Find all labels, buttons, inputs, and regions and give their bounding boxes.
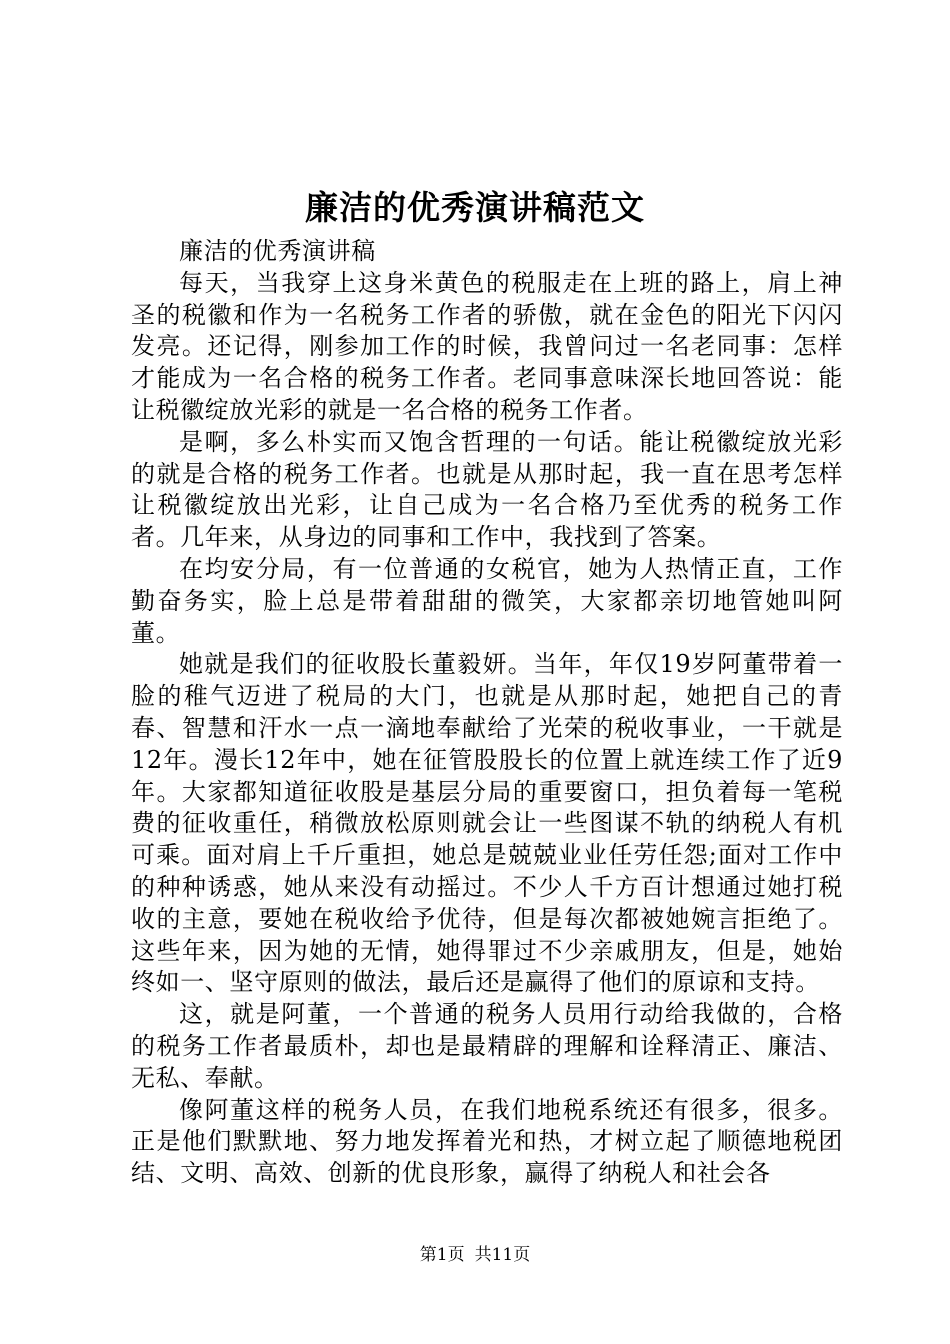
paragraph-heading: 廉洁的优秀演讲稿: [179, 237, 376, 265]
paragraph: 像阿董这样的税务人员，在我们地税系统还有很多，很多。正是他们默默地、努力地发挥着光和热，才树立起了顺德地税团结、文明、高效、创新的优良形象，赢得了纳税人和社会各: [131, 1095, 843, 1188]
page-footer: [0, 1243, 950, 1267]
document-title: 廉洁的优秀演讲稿范文: [305, 188, 645, 227]
paragraph: 她就是我们的征收股长董毅妍。当年，年仅19岁阿董带着一脸的稚气迈进了税局的大门，也就是从那时起，她把自己的青春、智慧和汗水一点一滴地奉献给了光荣的税收事业，一干就是12年。漫长12年中，她在征管股股长的位置上就连续工作了近9年。大家都知道征收股是基层分局的重要窗口，担负着每一笔税费的征收重任，稍微放松原则就会让一些图谋不轨的纳税人有机可乘。面对肩上千斤重担，她总是兢兢业业任劳任怨;面对工作中的种种诱惑，她从来没有动摇过。不少人千方百计想通过她打税收的主意，要她在税收给予优待，但是每次都被她婉言拒绝了。这些年来，因为她的无情，她得罪过不少亲戚朋友，但是，她始终如一、坚守原则的做法，最后还是赢得了他们的原谅和支持。: [131, 650, 843, 997]
paragraph: 在均安分局，有一位普通的女税官，她为人热情正直，工作勤奋务实，脸上总是带着甜甜的微笑，大家都亲切地管她叫阿董。: [131, 554, 843, 647]
paragraph: 是啊，多么朴实而又饱含哲理的一句话。能让税徽绽放光彩的就是合格的税务工作者。也就是从那时起，我一直在思考怎样让税徽绽放出光彩，让自己成为一名合格乃至优秀的税务工作者。几年来，从身边的同事和工作中，我找到了答案。: [131, 427, 843, 552]
document-body: [131, 236, 843, 1190]
paragraph: 这，就是阿董，一个普通的税务人员用行动给我做的，合格的税务工作者最质朴，却也是最精辟的理解和诠释清正、廉洁、无私、奉献。: [131, 1000, 843, 1092]
page-total: 共11页: [474, 1245, 531, 1265]
page-number: 第1页: [419, 1245, 465, 1265]
paragraph: 每天，当我穿上这身米黄色的税服走在上班的路上，肩上神圣的税徽和作为一名税务工作者的骄傲，就在金色的阳光下闪闪发亮。还记得，刚参加工作的时候，我曾问过一名老同事：怎样才能成为一名合格的税务工作者。老同事意味深长地回答说：能让税徽绽放光彩的就是一名合格的税务工作者。: [131, 268, 843, 424]
